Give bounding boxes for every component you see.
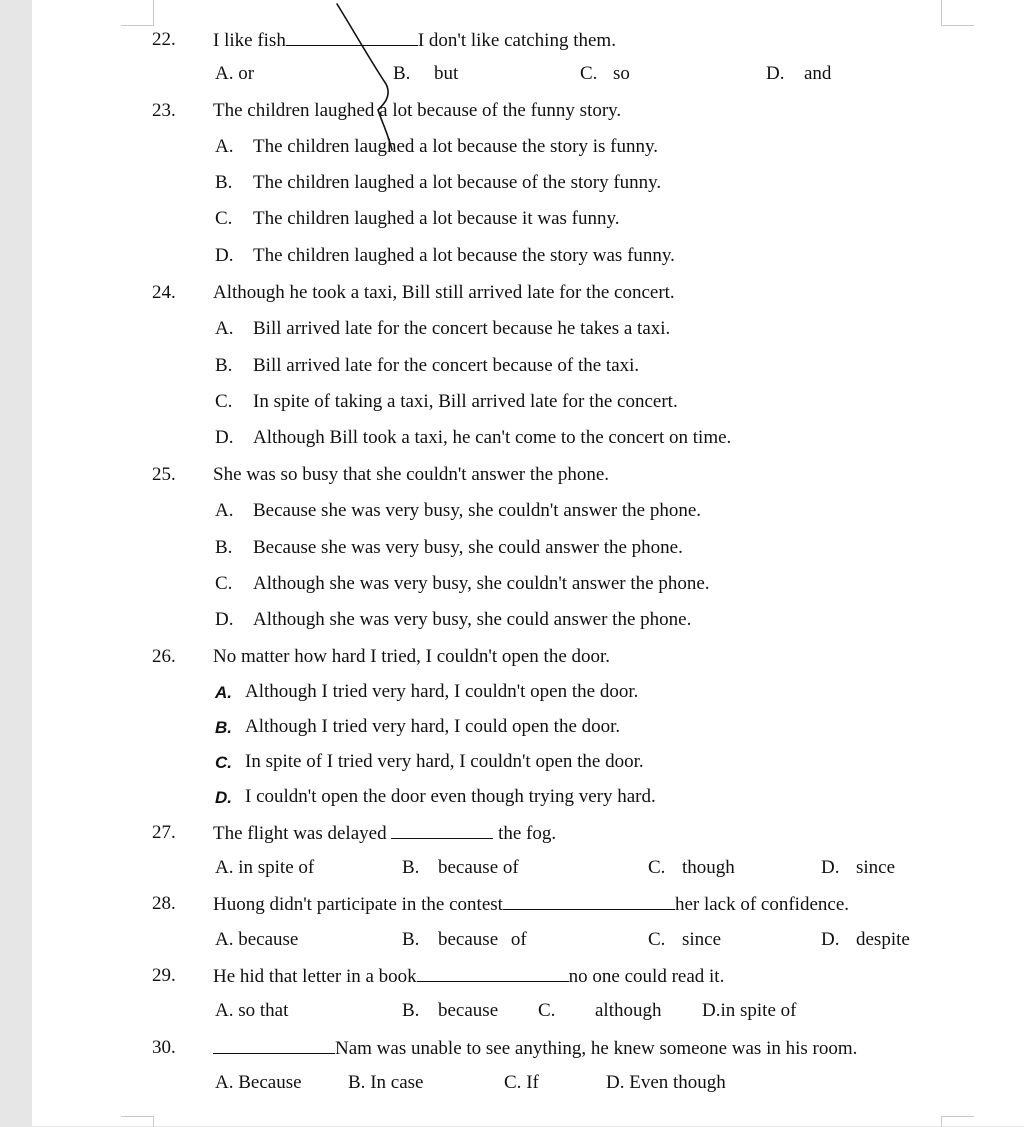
option-a[interactable]: A. Because xyxy=(215,1072,302,1093)
question-stem: Although he took a taxi, Bill still arrived late for the concert. xyxy=(213,282,675,303)
option-c-letter: C. xyxy=(648,929,666,950)
option-c-letter: C. xyxy=(215,573,233,594)
option-c-letter: C. xyxy=(215,208,233,229)
answer-blank[interactable] xyxy=(417,965,569,982)
option-b[interactable]: but xyxy=(434,63,459,84)
option-a[interactable]: A. in spite of xyxy=(215,857,315,878)
margin-corner-top-right xyxy=(941,0,974,26)
question-stem: The children laughed a lot because of the funny story. xyxy=(213,100,622,121)
option-c[interactable]: so xyxy=(613,63,630,84)
option-b[interactable]: because xyxy=(438,1000,499,1021)
question-stem: No matter how hard I tried, I couldn't open the door. xyxy=(213,646,611,667)
option-c[interactable]: In spite of taking a taxi, Bill arrived late for the concert. xyxy=(253,391,678,412)
option-b-letter: B. xyxy=(215,718,232,737)
option-c[interactable]: Although she was very busy, she couldn't answer the phone. xyxy=(253,573,710,594)
option-b[interactable]: because of xyxy=(438,857,519,878)
option-d[interactable]: despite xyxy=(856,929,910,950)
document-page xyxy=(32,0,1024,1126)
option-d[interactable]: D.in spite of xyxy=(702,1000,797,1021)
option-d[interactable]: I couldn't open the door even though trying very hard. xyxy=(245,786,656,807)
question-stem: Huong didn't participate in the contest her lack of confidence. xyxy=(213,894,850,915)
option-c[interactable]: since xyxy=(682,929,722,950)
option-c[interactable]: though xyxy=(682,857,735,878)
option-b-letter: B. xyxy=(402,1000,420,1021)
option-a-letter: A. xyxy=(215,500,234,521)
option-b-letter: B. xyxy=(215,537,233,558)
option-b[interactable]: Bill arrived late for the concert because of the taxi. xyxy=(253,355,640,376)
option-a[interactable]: A. or xyxy=(215,63,255,84)
option-d[interactable]: The children laughed a lot because the story was funny. xyxy=(253,245,675,266)
option-d-letter: D. xyxy=(821,857,840,878)
option-b[interactable]: because of xyxy=(438,929,527,950)
question-stem: He hid that letter in a book no one could read it. xyxy=(213,966,725,987)
question-stem: Nam was unable to see anything, he knew someone was in his room. xyxy=(213,1037,857,1060)
option-c-letter: C. xyxy=(215,391,233,412)
option-c-letter: C. xyxy=(580,63,598,84)
question-number: 24. xyxy=(152,282,176,303)
margin-corner-bottom-right xyxy=(941,1116,974,1127)
option-d[interactable]: D. Even though xyxy=(606,1072,726,1093)
option-d[interactable]: Although Bill took a taxi, he can't come to the concert on time. xyxy=(253,427,732,448)
question-number: 25. xyxy=(152,464,176,485)
option-b-letter: B. xyxy=(215,172,233,193)
option-c[interactable]: The children laughed a lot because it was funny. xyxy=(253,208,620,229)
option-d-letter: D. xyxy=(766,63,785,84)
option-a[interactable]: The children laughed a lot because the story is funny. xyxy=(253,136,659,157)
option-b-letter: B. xyxy=(402,857,420,878)
option-c-letter: C. xyxy=(215,753,232,772)
question-number: 29. xyxy=(152,965,176,986)
question-number: 23. xyxy=(152,100,176,121)
option-a[interactable]: A. because xyxy=(215,929,299,950)
option-a[interactable]: A. so that xyxy=(215,1000,289,1021)
option-a-letter: A. xyxy=(215,683,232,702)
question-number: 22. xyxy=(152,29,176,50)
answer-blank[interactable] xyxy=(286,29,418,46)
question-stem: I like fish I don't like catching them. xyxy=(213,30,616,51)
option-d[interactable]: since xyxy=(856,857,896,878)
option-d-letter: D. xyxy=(215,609,234,630)
option-c[interactable]: although xyxy=(595,1000,662,1021)
option-b-letter: B. xyxy=(215,355,233,376)
option-c-letter: C. xyxy=(538,1000,556,1021)
option-b[interactable]: The children laughed a lot because of the story funny. xyxy=(253,172,662,193)
option-d-letter: D. xyxy=(215,427,234,448)
option-a[interactable]: Although I tried very hard, I couldn't open the door. xyxy=(245,681,639,702)
option-d-letter: D. xyxy=(215,245,234,266)
option-c[interactable]: C. If xyxy=(504,1072,539,1093)
option-a-letter: A. xyxy=(215,136,234,157)
margin-corner-top-left xyxy=(121,0,154,26)
question-stem: The flight was delayed the fog. xyxy=(213,823,557,844)
option-a[interactable]: Because she was very busy, she couldn't answer the phone. xyxy=(253,500,702,521)
option-c-letter: C. xyxy=(648,857,666,878)
margin-corner-bottom-left xyxy=(121,1116,154,1127)
question-number: 26. xyxy=(152,646,176,667)
option-c[interactable]: In spite of I tried very hard, I couldn't open the door. xyxy=(245,751,644,772)
option-b[interactable]: B. In case xyxy=(348,1072,424,1093)
answer-blank[interactable] xyxy=(503,893,675,910)
option-d-letter: D. xyxy=(215,788,232,807)
question-number: 27. xyxy=(152,822,176,843)
option-d[interactable]: and xyxy=(804,63,832,84)
option-b-letter: B. xyxy=(402,929,420,950)
option-d[interactable]: Although she was very busy, she could answer the phone. xyxy=(253,609,692,630)
question-stem: She was so busy that she couldn't answer the phone. xyxy=(213,464,610,485)
option-b[interactable]: Although I tried very hard, I could open the door. xyxy=(245,716,621,737)
answer-blank[interactable] xyxy=(391,822,493,839)
answer-blank[interactable] xyxy=(213,1037,335,1054)
option-b-letter: B. xyxy=(393,63,411,84)
option-a-letter: A. xyxy=(215,318,234,339)
question-number: 30. xyxy=(152,1037,176,1058)
option-d-letter: D. xyxy=(821,929,840,950)
option-b[interactable]: Because she was very busy, she could answer the phone. xyxy=(253,537,683,558)
question-number: 28. xyxy=(152,893,176,914)
option-a[interactable]: Bill arrived late for the concert because he takes a taxi. xyxy=(253,318,671,339)
